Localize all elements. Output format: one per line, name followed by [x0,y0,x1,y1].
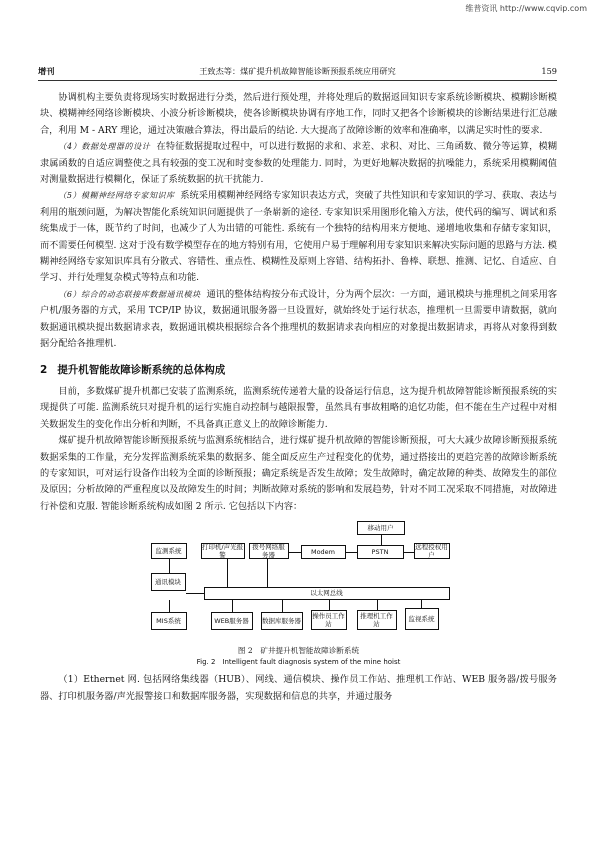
paragraph-coordinator: 协调机构主要负责将现场实时数据进行分类，然后进行预处理，并将处理后的数据返回知识专家系统诊断模块、模糊诊断模块、模糊神经网络诊断模块、小波分析诊断模块，使各诊断模块协调有序地工作，同时又把各个诊断模块的诊断结果进行汇总融合，利用 M - ARY 理论，通过决策融合算法，得出最后的结论. 大大提高了故障诊断的效率和准确率，以满足实时性的要求. [40,92,557,136]
box-label: 数据库服务器 [262,617,301,626]
connector-line [421,600,422,608]
paragraph-text: 在特征数据提取过程中，可以进行数据的求和、求差、求积、对比、三角函数、微分等运算，模糊隶属函数的自适应调整使之具有较强的变工况和时变参数的处理能力. 同时，为更好地解决数据的抗噪能力，系统采用模糊阈值对测量数据进行模糊化，保证了系统数据的抗干扰能力. [40,141,558,186]
paragraph-label: （4）数据处理器的设计 [58,142,151,152]
figure-caption-en: Fig. 2 Intelligent fault diagnosis system of the mine hoist [196,658,401,667]
box-label: Modem [310,548,336,557]
comm-module-box [151,573,186,591]
connector-line [282,600,283,612]
connector-line [169,600,170,612]
paragraph-text: 通讯的整体结构按分布式设计，分为两个层次：一方面，通讯模块与推理机之间采用客户机/服务器的方式，采用 TCP/IP 协议，数据通讯服务器一旦设置好，就始终处于运行状态，推理机一旦需要申请数据，就向数据通讯模块提出数据请求表，数据通讯模块根据综合各个推理机的数据请求表向相应的对象提出数据请求，再将从对象得到数据分配给各推理机. [40,288,558,350]
box-label: 监测系统 [155,547,182,556]
connector-line [289,552,301,553]
connector-line [377,600,378,610]
watermark: 维普资讯 http://www.cqvip.com [465,4,587,13]
section-number: 2 [40,363,48,376]
monitor-system-box [151,543,187,559]
figure-caption-cn: 图 2 矿井提升机智能故障诊断系统 [237,646,360,656]
connector-line [404,552,414,553]
paragraph-label: （6）综合的动态联接库数据通讯模块 [58,289,201,299]
connector-line [346,552,357,553]
printer-alarm-box [201,543,245,559]
page-number: 159 [541,66,557,76]
connector-line [232,600,233,612]
connector-line [227,559,228,587]
paragraph-label: （5）模糊神经网络专家知识库 [58,191,175,201]
connector-line [169,559,170,573]
paragraph-ethernet: （1）Ethernet 网. 包括网络集线器（HUB）、网线、通信模块、操作员工作站、推理机工作站、WEB 服务器/拨号服务器、打印机服务器/声光报警接口和数据库服务器，实现数据和信息的共享，并通过服务 [40,674,557,702]
system-diagram [149,521,449,641]
mobile-user-box [357,521,405,535]
remote-user-box [414,543,450,559]
header-rule [38,80,557,81]
paragraph-text: 系统采用模糊神经网络专家知识表达方式，突破了共性知识和专家知识的学习、获取、表达与利用的瓶颈问题，为解决智能化系统知识问题提供了一条崭新的途径. 专家知识采用图形化输入方法，使代码的编写、调试和系统集成于一体，既节约了时间，也减少了人为出错的可能性. 系统有一个独特的结构用来方便地、递增地收集和存储专家知识，而不需要任何模型. 这对于没有数学模型存在的地方特别有用，它使用户易于理解利用专家知识来解决实际问题的思路与方法. 模糊神经网络专家知识库具有分散式、容错性、重点性、模糊性及原则上容错、结构拓扑、鲁棒、联想、推测、记忆、自适应、自学习、并行处理复杂模式等特点和功能. [40,190,558,284]
box-label: 以太网总线 [310,589,343,598]
dialup-server-box [249,543,289,559]
paragraph-integration: 煤矿提升机故障智能诊断预报系统与监测系统相结合，进行煤矿提升机故障的智能诊断预报，可大大减少故障诊断预报系统数据采集的工作量，充分发挥监测系统采集的数据多、能全面反应生产过程变化的优势，通过搭接出的更趋完善的故障诊断系统的专家知识，可对运行设备作出较为全面的诊断预报；确定系统是否发生故障；发生故障时，确定故障的种类、故障发生的部位及原因；分析故障的严重程度以及故障发生的时间；判断故障对系统的影响和发展趋势，针对不同工况采取不同措施，对故障进行补偿和克服. 智能诊断系统构成如图 2 所示. 它包括以下内容： [40,435,557,512]
box-label: PSTN [371,548,389,557]
paragraph-knowledge-base [40,188,557,286]
running-header [38,66,557,78]
mis-system-box [151,612,187,630]
box-label: 远程授权用户 [415,543,448,560]
box-label: 拨号网络服务器 [252,543,285,560]
box-label: MIS系统 [156,617,181,626]
paragraph-data-processor [40,139,557,188]
box-label: 打印机/声光报警 [201,543,244,560]
paragraph-communication [40,287,557,353]
box-label: WEB服务器 [214,617,249,626]
box-label: 监视系统 [408,615,435,624]
box-label: 操作员工作站 [312,612,345,629]
article-body [40,90,557,705]
database-server-box [261,612,303,630]
web-server-box [211,612,253,630]
header-issue: 增刊 [38,66,55,76]
section-heading [40,362,557,378]
reasoning-station-box [357,610,397,630]
ethernet-bus [204,587,450,600]
operator-station-box [311,610,347,630]
pstn-box [357,545,404,559]
box-label: 移动用户 [367,524,394,533]
paragraph-monitoring: 目前，多数煤矿提升机都已安装了监测系统，监测系统传递着大量的设备运行信息，这为提升机故障智能诊断预报系统的实现提供了可能. 监测系统只对提升机的运行实施自动控制与越限报警，虽然具有事故粗略的追忆功能，但不能在生产过程中对相关数据发生的变化作出分析和判断，不具备真正意义上的故障诊断能力. [40,385,557,430]
box-label: 推理机工作站 [360,612,393,629]
modem-box [301,545,346,559]
connector-line [267,559,268,587]
supervision-system-box [405,608,439,630]
section-title: 提升机智能故障诊断系统的总体构成 [57,363,226,376]
connector-line [186,593,204,594]
box-label: 通讯模块 [155,578,181,587]
header-title: 王致杰等：煤矿提升机故障智能诊断预报系统应用研究 [199,66,396,76]
